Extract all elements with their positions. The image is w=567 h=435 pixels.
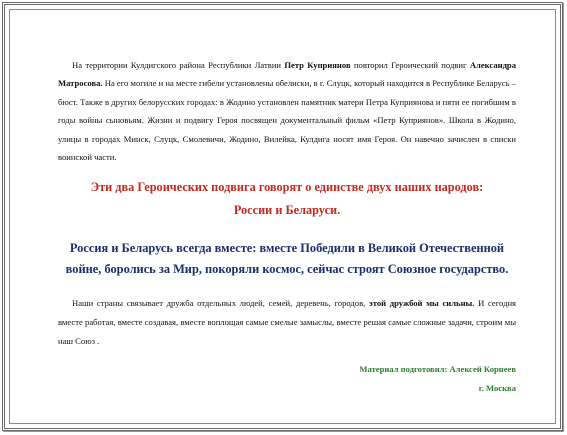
unity-heading-line1: Эти два Героических подвига говорят о единстве двух наших народов:: [90, 180, 484, 195]
signature-block: [58, 360, 516, 398]
paragraph-friendship: [58, 294, 516, 351]
paragraph2-strong: этой дружбой мы сильны.: [369, 298, 475, 309]
paragraph-kupriyanov: [58, 56, 516, 166]
paragraph2-part2: И сегодня вместе работая, вместе создавая, вместе воплощая самые смелые замыслы, вместе решая самые сложные задачи, строим мы наш Союз .: [58, 298, 516, 347]
together-heading-line2: войне, боролись за Мир, покоряли космос, сейчас строят Союзное государство.: [65, 262, 509, 277]
unity-heading: [58, 176, 516, 222]
name-matrosov: Александра Матросова.: [58, 60, 516, 89]
paragraph1-part3: На его могиле и на месте гибели установлены обелиски, в г. Слуцк, который находится в Республике Беларусь – бюст. Также в других белорусских городах: в Жодино установлен памятник матери Петра Куприянова и пяти ее погибшим в годы войны сыновьям. Жизни и подвигу Героя посвящен документальный фильм «Петр Куприянов». Школа в Жодино, улицы в городах Минск, Слуцк, Смолевичи, Жодино, Вилейка, Кулдига носят имя Героя. Он навечно зачислен в списки воинской части.: [58, 78, 516, 163]
paragraph1-part1: На территории Кулдигского района Республики Латвии: [72, 60, 285, 70]
together-heading-line1: Россия и Беларусь всегда вместе: вместе Победили в Великой Отечественной: [69, 241, 505, 256]
document-content: [58, 56, 516, 398]
signature-city: г. Москва: [478, 383, 516, 394]
name-kupriyanov: Петр Куприянов: [284, 60, 351, 70]
paragraph1-part2: повторил Героический подвиг: [350, 60, 470, 70]
signature-author: Материал подготовил: Алексей Корнеев: [359, 364, 516, 375]
paragraph2-part1: Наши страны связывает дружба отдельных людей, семей, деревень, городов,: [72, 298, 369, 309]
together-heading: [58, 238, 516, 280]
unity-heading-line2: России и Беларуси.: [233, 203, 341, 218]
